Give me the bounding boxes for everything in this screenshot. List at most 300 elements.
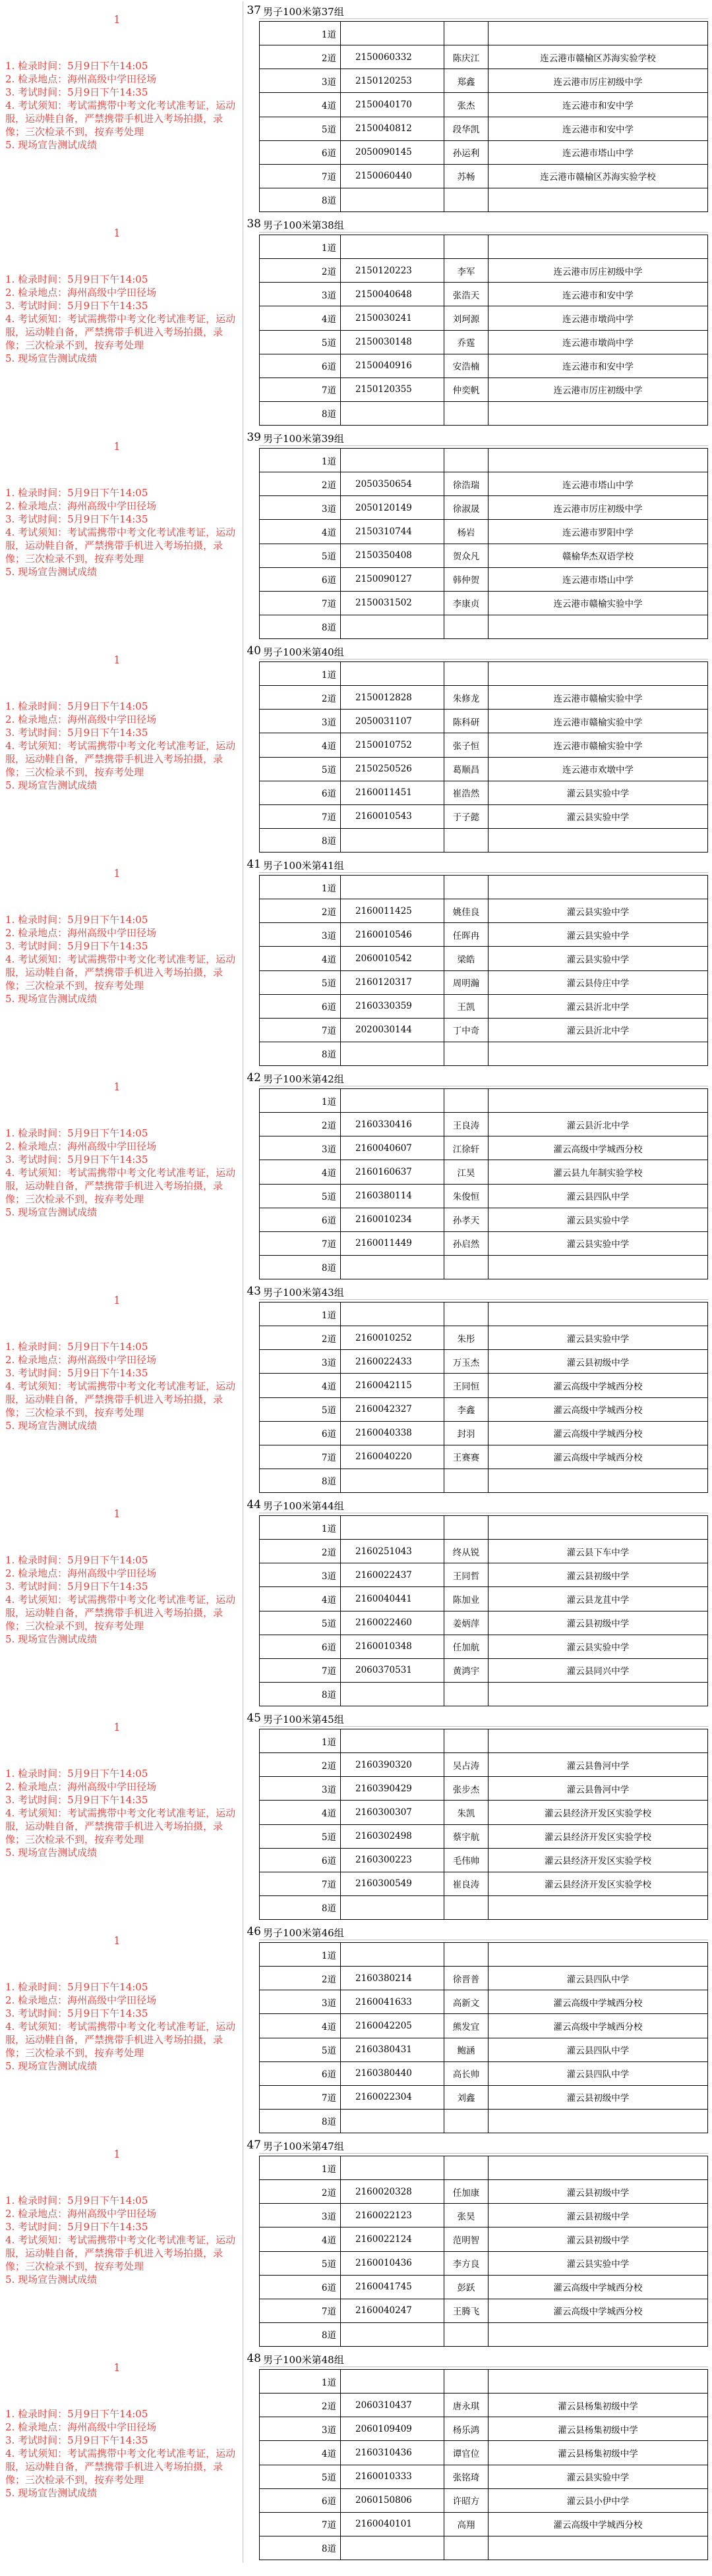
lane-cell[interactable]: 8道 [260, 615, 341, 638]
lane-cell[interactable]: 4道 [260, 1160, 341, 1184]
exam-id-cell[interactable]: 2160040607 [341, 1136, 444, 1160]
exam-id-cell[interactable]: 2160380114 [341, 1184, 444, 1208]
school-cell[interactable] [489, 1682, 708, 1706]
athlete-name-cell[interactable]: 贺众凡 [444, 544, 489, 567]
school-cell[interactable]: 灌云县杨集初级中学 [489, 2441, 708, 2465]
athlete-name-cell[interactable]: 仲奕帆 [444, 378, 489, 401]
lane-cell[interactable]: 4道 [260, 1801, 341, 1824]
athlete-name-cell[interactable]: 孙运利 [444, 140, 489, 164]
school-cell[interactable]: 连云港市罗阳中学 [489, 520, 708, 544]
exam-id-cell[interactable]: 2160302498 [341, 1824, 444, 1848]
lane-cell[interactable]: 1道 [260, 1302, 341, 1326]
athlete-name-cell[interactable]: 徐浩瑞 [444, 472, 489, 496]
athlete-name-cell[interactable]: 杨乐鸿 [444, 2417, 489, 2441]
lane-cell[interactable]: 6道 [260, 781, 341, 804]
athlete-name-cell[interactable]: 熊发宜 [444, 2014, 489, 2038]
exam-id-cell[interactable]: 2150350408 [341, 544, 444, 567]
school-cell[interactable]: 灌云县同兴中学 [489, 1658, 708, 1682]
exam-id-cell[interactable]: 2160120317 [341, 970, 444, 994]
exam-id-cell[interactable]: 2160022433 [341, 1350, 444, 1374]
exam-id-cell[interactable]: 2160380214 [341, 1967, 444, 1990]
athlete-name-cell[interactable] [444, 1255, 489, 1279]
exam-id-cell[interactable]: 2160010546 [341, 923, 444, 947]
school-cell[interactable]: 连云港市赣榆实验中学 [489, 710, 708, 733]
school-cell[interactable]: 灌云县鲁河中学 [489, 1753, 708, 1777]
lane-cell[interactable]: 6道 [260, 354, 341, 378]
athlete-name-cell[interactable]: 乔霆 [444, 330, 489, 354]
school-cell[interactable] [489, 1255, 708, 1279]
lane-cell[interactable]: 1道 [260, 1516, 341, 1540]
athlete-name-cell[interactable] [444, 2322, 489, 2346]
exam-id-cell[interactable] [341, 1729, 444, 1753]
athlete-name-cell[interactable]: 崔浩然 [444, 781, 489, 804]
lane-cell[interactable]: 8道 [260, 1469, 341, 1492]
school-cell[interactable] [489, 449, 708, 472]
lane-cell[interactable]: 3道 [260, 923, 341, 947]
athlete-name-cell[interactable]: 许昭方 [444, 2488, 489, 2512]
lane-cell[interactable]: 5道 [260, 757, 341, 781]
athlete-name-cell[interactable]: 朱彤 [444, 1326, 489, 1350]
school-cell[interactable]: 灌云县实验中学 [489, 781, 708, 804]
exam-id-cell[interactable]: 2050350654 [341, 472, 444, 496]
athlete-name-cell[interactable]: 王同恒 [444, 1374, 489, 1397]
school-cell[interactable]: 连云港市和安中学 [489, 117, 708, 140]
school-cell[interactable]: 灌云县实验中学 [489, 1326, 708, 1350]
exam-id-cell[interactable] [341, 2322, 444, 2346]
exam-id-cell[interactable]: 2160022123 [341, 2204, 444, 2227]
lane-cell[interactable]: 2道 [260, 472, 341, 496]
lane-cell[interactable]: 6道 [260, 567, 341, 591]
exam-id-cell[interactable]: 2150310744 [341, 520, 444, 544]
lane-cell[interactable]: 6道 [260, 1635, 341, 1658]
exam-id-cell[interactable]: 2150250526 [341, 757, 444, 781]
lane-cell[interactable]: 3道 [260, 1563, 341, 1587]
lane-cell[interactable]: 8道 [260, 401, 341, 425]
lane-cell[interactable]: 1道 [260, 662, 341, 686]
lane-cell[interactable]: 4道 [260, 1374, 341, 1397]
school-cell[interactable]: 连云港市和安中学 [489, 283, 708, 306]
lane-cell[interactable]: 8道 [260, 188, 341, 211]
lane-cell[interactable]: 4道 [260, 1587, 341, 1611]
exam-id-cell[interactable]: 2160022460 [341, 1611, 444, 1635]
school-cell[interactable]: 灌云县实验中学 [489, 2465, 708, 2488]
school-cell[interactable]: 连云港市墩尚中学 [489, 330, 708, 354]
exam-id-cell[interactable] [341, 662, 444, 686]
exam-id-cell[interactable] [341, 1089, 444, 1113]
school-cell[interactable] [489, 2370, 708, 2394]
school-cell[interactable]: 灌云高级中学城西分校 [489, 2275, 708, 2299]
athlete-name-cell[interactable]: 张杰 [444, 93, 489, 117]
school-cell[interactable]: 灌云县四队中学 [489, 2038, 708, 2061]
athlete-name-cell[interactable] [444, 662, 489, 686]
lane-cell[interactable]: 5道 [260, 2038, 341, 2061]
lane-cell[interactable]: 2道 [260, 2180, 341, 2204]
lane-cell[interactable]: 5道 [260, 1824, 341, 1848]
athlete-name-cell[interactable]: 张步杰 [444, 1777, 489, 1801]
lane-cell[interactable]: 3道 [260, 496, 341, 520]
school-cell[interactable]: 灌云县初级中学 [489, 2204, 708, 2227]
lane-cell[interactable]: 5道 [260, 117, 341, 140]
school-cell[interactable]: 灌云县沂北中学 [489, 1113, 708, 1136]
school-cell[interactable]: 灌云县小伊中学 [489, 2488, 708, 2512]
exam-id-cell[interactable]: 2160020328 [341, 2180, 444, 2204]
lane-cell[interactable]: 8道 [260, 1895, 341, 1919]
exam-id-cell[interactable]: 2050090145 [341, 140, 444, 164]
lane-cell[interactable]: 7道 [260, 1445, 341, 1469]
exam-id-cell[interactable] [341, 1302, 444, 1326]
lane-cell[interactable]: 3道 [260, 283, 341, 306]
school-cell[interactable]: 连云港市赣榆区苏海实验学校 [489, 45, 708, 69]
lane-cell[interactable]: 3道 [260, 2417, 341, 2441]
athlete-name-cell[interactable]: 姚佳良 [444, 899, 489, 923]
lane-cell[interactable]: 8道 [260, 1042, 341, 1065]
school-cell[interactable]: 灌云高级中学城西分校 [489, 1990, 708, 2014]
athlete-name-cell[interactable]: 张浩天 [444, 283, 489, 306]
lane-cell[interactable]: 2道 [260, 899, 341, 923]
lane-cell[interactable]: 1道 [260, 1089, 341, 1113]
athlete-name-cell[interactable]: 丁中奇 [444, 1018, 489, 1042]
athlete-name-cell[interactable] [444, 876, 489, 899]
school-cell[interactable]: 灌云县鲁河中学 [489, 1777, 708, 1801]
exam-id-cell[interactable]: 2160251043 [341, 1540, 444, 1563]
exam-id-cell[interactable]: 2150060440 [341, 164, 444, 188]
athlete-name-cell[interactable] [444, 2536, 489, 2560]
lane-cell[interactable]: 1道 [260, 1943, 341, 1967]
school-cell[interactable] [489, 401, 708, 425]
school-cell[interactable]: 灌云县四队中学 [489, 1967, 708, 1990]
exam-id-cell[interactable]: 2160010543 [341, 804, 444, 828]
lane-cell[interactable]: 2道 [260, 1967, 341, 1990]
exam-id-cell[interactable]: 2150120355 [341, 378, 444, 401]
exam-id-cell[interactable]: 2160160637 [341, 1160, 444, 1184]
exam-id-cell[interactable] [341, 1042, 444, 1065]
exam-id-cell[interactable] [341, 1943, 444, 1967]
exam-id-cell[interactable] [341, 401, 444, 425]
athlete-name-cell[interactable]: 高翔 [444, 2512, 489, 2536]
school-cell[interactable]: 灌云县实验中学 [489, 2251, 708, 2275]
exam-id-cell[interactable]: 2160040220 [341, 1445, 444, 1469]
athlete-name-cell[interactable]: 封羽 [444, 1421, 489, 1445]
lane-cell[interactable]: 2道 [260, 259, 341, 283]
exam-id-cell[interactable]: 2160040247 [341, 2299, 444, 2322]
athlete-name-cell[interactable]: 张昊 [444, 2204, 489, 2227]
lane-cell[interactable]: 6道 [260, 2061, 341, 2085]
lane-cell[interactable]: 4道 [260, 93, 341, 117]
athlete-name-cell[interactable]: 徐淑晟 [444, 496, 489, 520]
lane-cell[interactable]: 7道 [260, 164, 341, 188]
school-cell[interactable]: 灌云高级中学城西分校 [489, 2014, 708, 2038]
lane-cell[interactable]: 7道 [260, 1658, 341, 1682]
exam-id-cell[interactable]: 2160042327 [341, 1397, 444, 1421]
athlete-name-cell[interactable]: 朱修龙 [444, 686, 489, 710]
athlete-name-cell[interactable]: 唐永琪 [444, 2394, 489, 2417]
lane-cell[interactable]: 5道 [260, 970, 341, 994]
school-cell[interactable]: 连云港市欢墩中学 [489, 757, 708, 781]
athlete-name-cell[interactable]: 孙启然 [444, 1231, 489, 1255]
exam-id-cell[interactable]: 2160011451 [341, 781, 444, 804]
school-cell[interactable] [489, 1729, 708, 1753]
athlete-name-cell[interactable] [444, 2156, 489, 2180]
school-cell[interactable] [489, 876, 708, 899]
athlete-name-cell[interactable]: 江徐轩 [444, 1136, 489, 1160]
athlete-name-cell[interactable]: 姜炳萍 [444, 1611, 489, 1635]
lane-cell[interactable]: 1道 [260, 876, 341, 899]
athlete-name-cell[interactable]: 王赛赛 [444, 1445, 489, 1469]
exam-id-cell[interactable]: 2160300223 [341, 1848, 444, 1872]
school-cell[interactable]: 灌云县初级中学 [489, 2180, 708, 2204]
school-cell[interactable]: 灌云县初级中学 [489, 2085, 708, 2109]
school-cell[interactable]: 灌云县实验中学 [489, 804, 708, 828]
athlete-name-cell[interactable]: 吴占涛 [444, 1753, 489, 1777]
lane-cell[interactable]: 5道 [260, 330, 341, 354]
lane-cell[interactable]: 6道 [260, 2275, 341, 2299]
school-cell[interactable] [489, 1302, 708, 1326]
athlete-name-cell[interactable]: 苏畅 [444, 164, 489, 188]
school-cell[interactable]: 连云港市厉庄初级中学 [489, 496, 708, 520]
exam-id-cell[interactable]: 2160041745 [341, 2275, 444, 2299]
exam-id-cell[interactable]: 2020030144 [341, 1018, 444, 1042]
lane-cell[interactable]: 4道 [260, 2227, 341, 2251]
athlete-name-cell[interactable]: 徐晋普 [444, 1967, 489, 1990]
school-cell[interactable] [489, 2109, 708, 2133]
lane-cell[interactable]: 4道 [260, 306, 341, 330]
athlete-name-cell[interactable] [444, 235, 489, 259]
exam-id-cell[interactable]: 2160010252 [341, 1326, 444, 1350]
lane-cell[interactable]: 6道 [260, 140, 341, 164]
lane-cell[interactable]: 7道 [260, 804, 341, 828]
lane-cell[interactable]: 4道 [260, 947, 341, 970]
exam-id-cell[interactable] [341, 1469, 444, 1492]
lane-cell[interactable]: 3道 [260, 1136, 341, 1160]
exam-id-cell[interactable]: 2060150806 [341, 2488, 444, 2512]
school-cell[interactable]: 连云港市赣榆实验中学 [489, 733, 708, 757]
athlete-name-cell[interactable]: 孙孝天 [444, 1208, 489, 1231]
athlete-name-cell[interactable]: 王凯 [444, 994, 489, 1018]
lane-cell[interactable]: 1道 [260, 1729, 341, 1753]
lane-cell[interactable]: 1道 [260, 235, 341, 259]
athlete-name-cell[interactable]: 任加航 [444, 1635, 489, 1658]
athlete-name-cell[interactable] [444, 22, 489, 45]
exam-id-cell[interactable] [341, 188, 444, 211]
athlete-name-cell[interactable]: 王腾飞 [444, 2299, 489, 2322]
athlete-name-cell[interactable]: 张铭琦 [444, 2465, 489, 2488]
lane-cell[interactable]: 4道 [260, 2441, 341, 2465]
exam-id-cell[interactable] [341, 449, 444, 472]
athlete-name-cell[interactable]: 于子懿 [444, 804, 489, 828]
athlete-name-cell[interactable] [444, 828, 489, 852]
exam-id-cell[interactable]: 2060010542 [341, 947, 444, 970]
school-cell[interactable] [489, 2156, 708, 2180]
school-cell[interactable]: 灌云县经济开发区实验学校 [489, 1801, 708, 1824]
exam-id-cell[interactable] [341, 828, 444, 852]
athlete-name-cell[interactable]: 任加康 [444, 2180, 489, 2204]
school-cell[interactable] [489, 2536, 708, 2560]
athlete-name-cell[interactable] [444, 1943, 489, 1967]
school-cell[interactable]: 灌云县初级中学 [489, 2227, 708, 2251]
athlete-name-cell[interactable]: 梁皓 [444, 947, 489, 970]
athlete-name-cell[interactable] [444, 1682, 489, 1706]
athlete-name-cell[interactable]: 郑鑫 [444, 69, 489, 93]
exam-id-cell[interactable]: 2150090127 [341, 567, 444, 591]
school-cell[interactable] [489, 662, 708, 686]
lane-cell[interactable]: 8道 [260, 2109, 341, 2133]
athlete-name-cell[interactable]: 崔良涛 [444, 1872, 489, 1895]
athlete-name-cell[interactable]: 万玉杰 [444, 1350, 489, 1374]
athlete-name-cell[interactable]: 李鑫 [444, 1397, 489, 1421]
exam-id-cell[interactable]: 2150012828 [341, 686, 444, 710]
athlete-name-cell[interactable]: 陈科研 [444, 710, 489, 733]
school-cell[interactable]: 连云港市墩尚中学 [489, 306, 708, 330]
athlete-name-cell[interactable]: 李康贞 [444, 591, 489, 615]
school-cell[interactable]: 连云港市和安中学 [489, 354, 708, 378]
athlete-name-cell[interactable] [444, 1469, 489, 1492]
athlete-name-cell[interactable]: 李方良 [444, 2251, 489, 2275]
athlete-name-cell[interactable] [444, 1089, 489, 1113]
exam-id-cell[interactable] [341, 615, 444, 638]
athlete-name-cell[interactable] [444, 188, 489, 211]
athlete-name-cell[interactable]: 朱俊恒 [444, 1184, 489, 1208]
athlete-name-cell[interactable]: 高长帅 [444, 2061, 489, 2085]
school-cell[interactable]: 灌云县实验中学 [489, 1208, 708, 1231]
exam-id-cell[interactable] [341, 1895, 444, 1919]
lane-cell[interactable]: 1道 [260, 2156, 341, 2180]
exam-id-cell[interactable] [341, 1255, 444, 1279]
school-cell[interactable]: 灌云县杨集初级中学 [489, 2417, 708, 2441]
school-cell[interactable] [489, 1042, 708, 1065]
school-cell[interactable] [489, 235, 708, 259]
lane-cell[interactable]: 4道 [260, 733, 341, 757]
school-cell[interactable]: 灌云高级中学城西分校 [489, 1397, 708, 1421]
school-cell[interactable]: 灌云高级中学城西分校 [489, 1136, 708, 1160]
athlete-name-cell[interactable]: 朱凯 [444, 1801, 489, 1824]
school-cell[interactable] [489, 1895, 708, 1919]
athlete-name-cell[interactable]: 王同哲 [444, 1563, 489, 1587]
exam-id-cell[interactable] [341, 2370, 444, 2394]
school-cell[interactable]: 灌云县初级中学 [489, 1563, 708, 1587]
school-cell[interactable] [489, 615, 708, 638]
school-cell[interactable]: 连云港市厉庄初级中学 [489, 259, 708, 283]
athlete-name-cell[interactable]: 蔡宇航 [444, 1824, 489, 1848]
exam-id-cell[interactable]: 2060310437 [341, 2394, 444, 2417]
athlete-name-cell[interactable]: 范明智 [444, 2227, 489, 2251]
school-cell[interactable]: 灌云县实验中学 [489, 923, 708, 947]
exam-id-cell[interactable]: 2150030148 [341, 330, 444, 354]
school-cell[interactable]: 灌云县九年制实验学校 [489, 1160, 708, 1184]
school-cell[interactable]: 灌云县四队中学 [489, 1184, 708, 1208]
lane-cell[interactable]: 8道 [260, 1682, 341, 1706]
lane-cell[interactable]: 7道 [260, 1231, 341, 1255]
school-cell[interactable]: 连云港市塔山中学 [489, 140, 708, 164]
exam-id-cell[interactable] [341, 235, 444, 259]
school-cell[interactable]: 灌云县实验中学 [489, 947, 708, 970]
lane-cell[interactable]: 6道 [260, 1421, 341, 1445]
school-cell[interactable] [489, 1469, 708, 1492]
lane-cell[interactable]: 5道 [260, 2251, 341, 2275]
athlete-name-cell[interactable] [444, 2370, 489, 2394]
lane-cell[interactable]: 4道 [260, 520, 341, 544]
school-cell[interactable]: 灌云县初级中学 [489, 1611, 708, 1635]
exam-id-cell[interactable]: 2160022304 [341, 2085, 444, 2109]
athlete-name-cell[interactable]: 毛伟帅 [444, 1848, 489, 1872]
exam-id-cell[interactable] [341, 2156, 444, 2180]
lane-cell[interactable]: 8道 [260, 828, 341, 852]
exam-id-cell[interactable]: 2160011449 [341, 1231, 444, 1255]
school-cell[interactable] [489, 22, 708, 45]
school-cell[interactable]: 连云港市塔山中学 [489, 567, 708, 591]
exam-id-cell[interactable]: 2060109409 [341, 2417, 444, 2441]
athlete-name-cell[interactable]: 终从锐 [444, 1540, 489, 1563]
school-cell[interactable]: 灌云县四队中学 [489, 2061, 708, 2085]
athlete-name-cell[interactable]: 段华凯 [444, 117, 489, 140]
athlete-name-cell[interactable]: 刘鑫 [444, 2085, 489, 2109]
lane-cell[interactable]: 1道 [260, 449, 341, 472]
lane-cell[interactable]: 3道 [260, 69, 341, 93]
athlete-name-cell[interactable] [444, 2109, 489, 2133]
athlete-name-cell[interactable]: 黄鸿宇 [444, 1658, 489, 1682]
exam-id-cell[interactable]: 2050120149 [341, 496, 444, 520]
lane-cell[interactable]: 7道 [260, 378, 341, 401]
athlete-name-cell[interactable]: 江昊 [444, 1160, 489, 1184]
school-cell[interactable]: 灌云县经济开发区实验学校 [489, 1872, 708, 1895]
lane-cell[interactable]: 5道 [260, 1611, 341, 1635]
athlete-name-cell[interactable] [444, 1895, 489, 1919]
lane-cell[interactable]: 2道 [260, 45, 341, 69]
exam-id-cell[interactable]: 2060370531 [341, 1658, 444, 1682]
lane-cell[interactable]: 7道 [260, 1872, 341, 1895]
athlete-name-cell[interactable]: 韩仲贺 [444, 567, 489, 591]
athlete-name-cell[interactable]: 陈庆江 [444, 45, 489, 69]
school-cell[interactable]: 灌云县实验中学 [489, 1231, 708, 1255]
exam-id-cell[interactable]: 2150040648 [341, 283, 444, 306]
lane-cell[interactable]: 8道 [260, 2322, 341, 2346]
athlete-name-cell[interactable] [444, 1516, 489, 1540]
school-cell[interactable] [489, 828, 708, 852]
school-cell[interactable] [489, 188, 708, 211]
exam-id-cell[interactable]: 2160010436 [341, 2251, 444, 2275]
athlete-name-cell[interactable] [444, 401, 489, 425]
athlete-name-cell[interactable]: 安浩楠 [444, 354, 489, 378]
exam-id-cell[interactable] [341, 22, 444, 45]
school-cell[interactable]: 灌云高级中学城西分校 [489, 1421, 708, 1445]
exam-id-cell[interactable]: 2160040338 [341, 1421, 444, 1445]
school-cell[interactable]: 灌云县沂北中学 [489, 994, 708, 1018]
athlete-name-cell[interactable]: 鲍涵 [444, 2038, 489, 2061]
school-cell[interactable]: 灌云县实验中学 [489, 899, 708, 923]
exam-id-cell[interactable]: 2150031502 [341, 591, 444, 615]
exam-id-cell[interactable]: 2160380440 [341, 2061, 444, 2085]
athlete-name-cell[interactable] [444, 615, 489, 638]
athlete-name-cell[interactable]: 杨岩 [444, 520, 489, 544]
exam-id-cell[interactable]: 2150040812 [341, 117, 444, 140]
school-cell[interactable] [489, 2322, 708, 2346]
school-cell[interactable]: 连云港市赣榆实验中学 [489, 591, 708, 615]
exam-id-cell[interactable]: 2160390429 [341, 1777, 444, 1801]
lane-cell[interactable]: 3道 [260, 1350, 341, 1374]
lane-cell[interactable]: 7道 [260, 2512, 341, 2536]
exam-id-cell[interactable]: 2150040916 [341, 354, 444, 378]
athlete-name-cell[interactable] [444, 1302, 489, 1326]
lane-cell[interactable]: 6道 [260, 994, 341, 1018]
school-cell[interactable]: 灌云高级中学城西分校 [489, 2299, 708, 2322]
exam-id-cell[interactable]: 2160330359 [341, 994, 444, 1018]
lane-cell[interactable]: 3道 [260, 1777, 341, 1801]
athlete-name-cell[interactable]: 李军 [444, 259, 489, 283]
exam-id-cell[interactable]: 2150030241 [341, 306, 444, 330]
lane-cell[interactable]: 2道 [260, 1540, 341, 1563]
exam-id-cell[interactable]: 2160042115 [341, 1374, 444, 1397]
exam-id-cell[interactable] [341, 2109, 444, 2133]
athlete-name-cell[interactable]: 任晖冉 [444, 923, 489, 947]
